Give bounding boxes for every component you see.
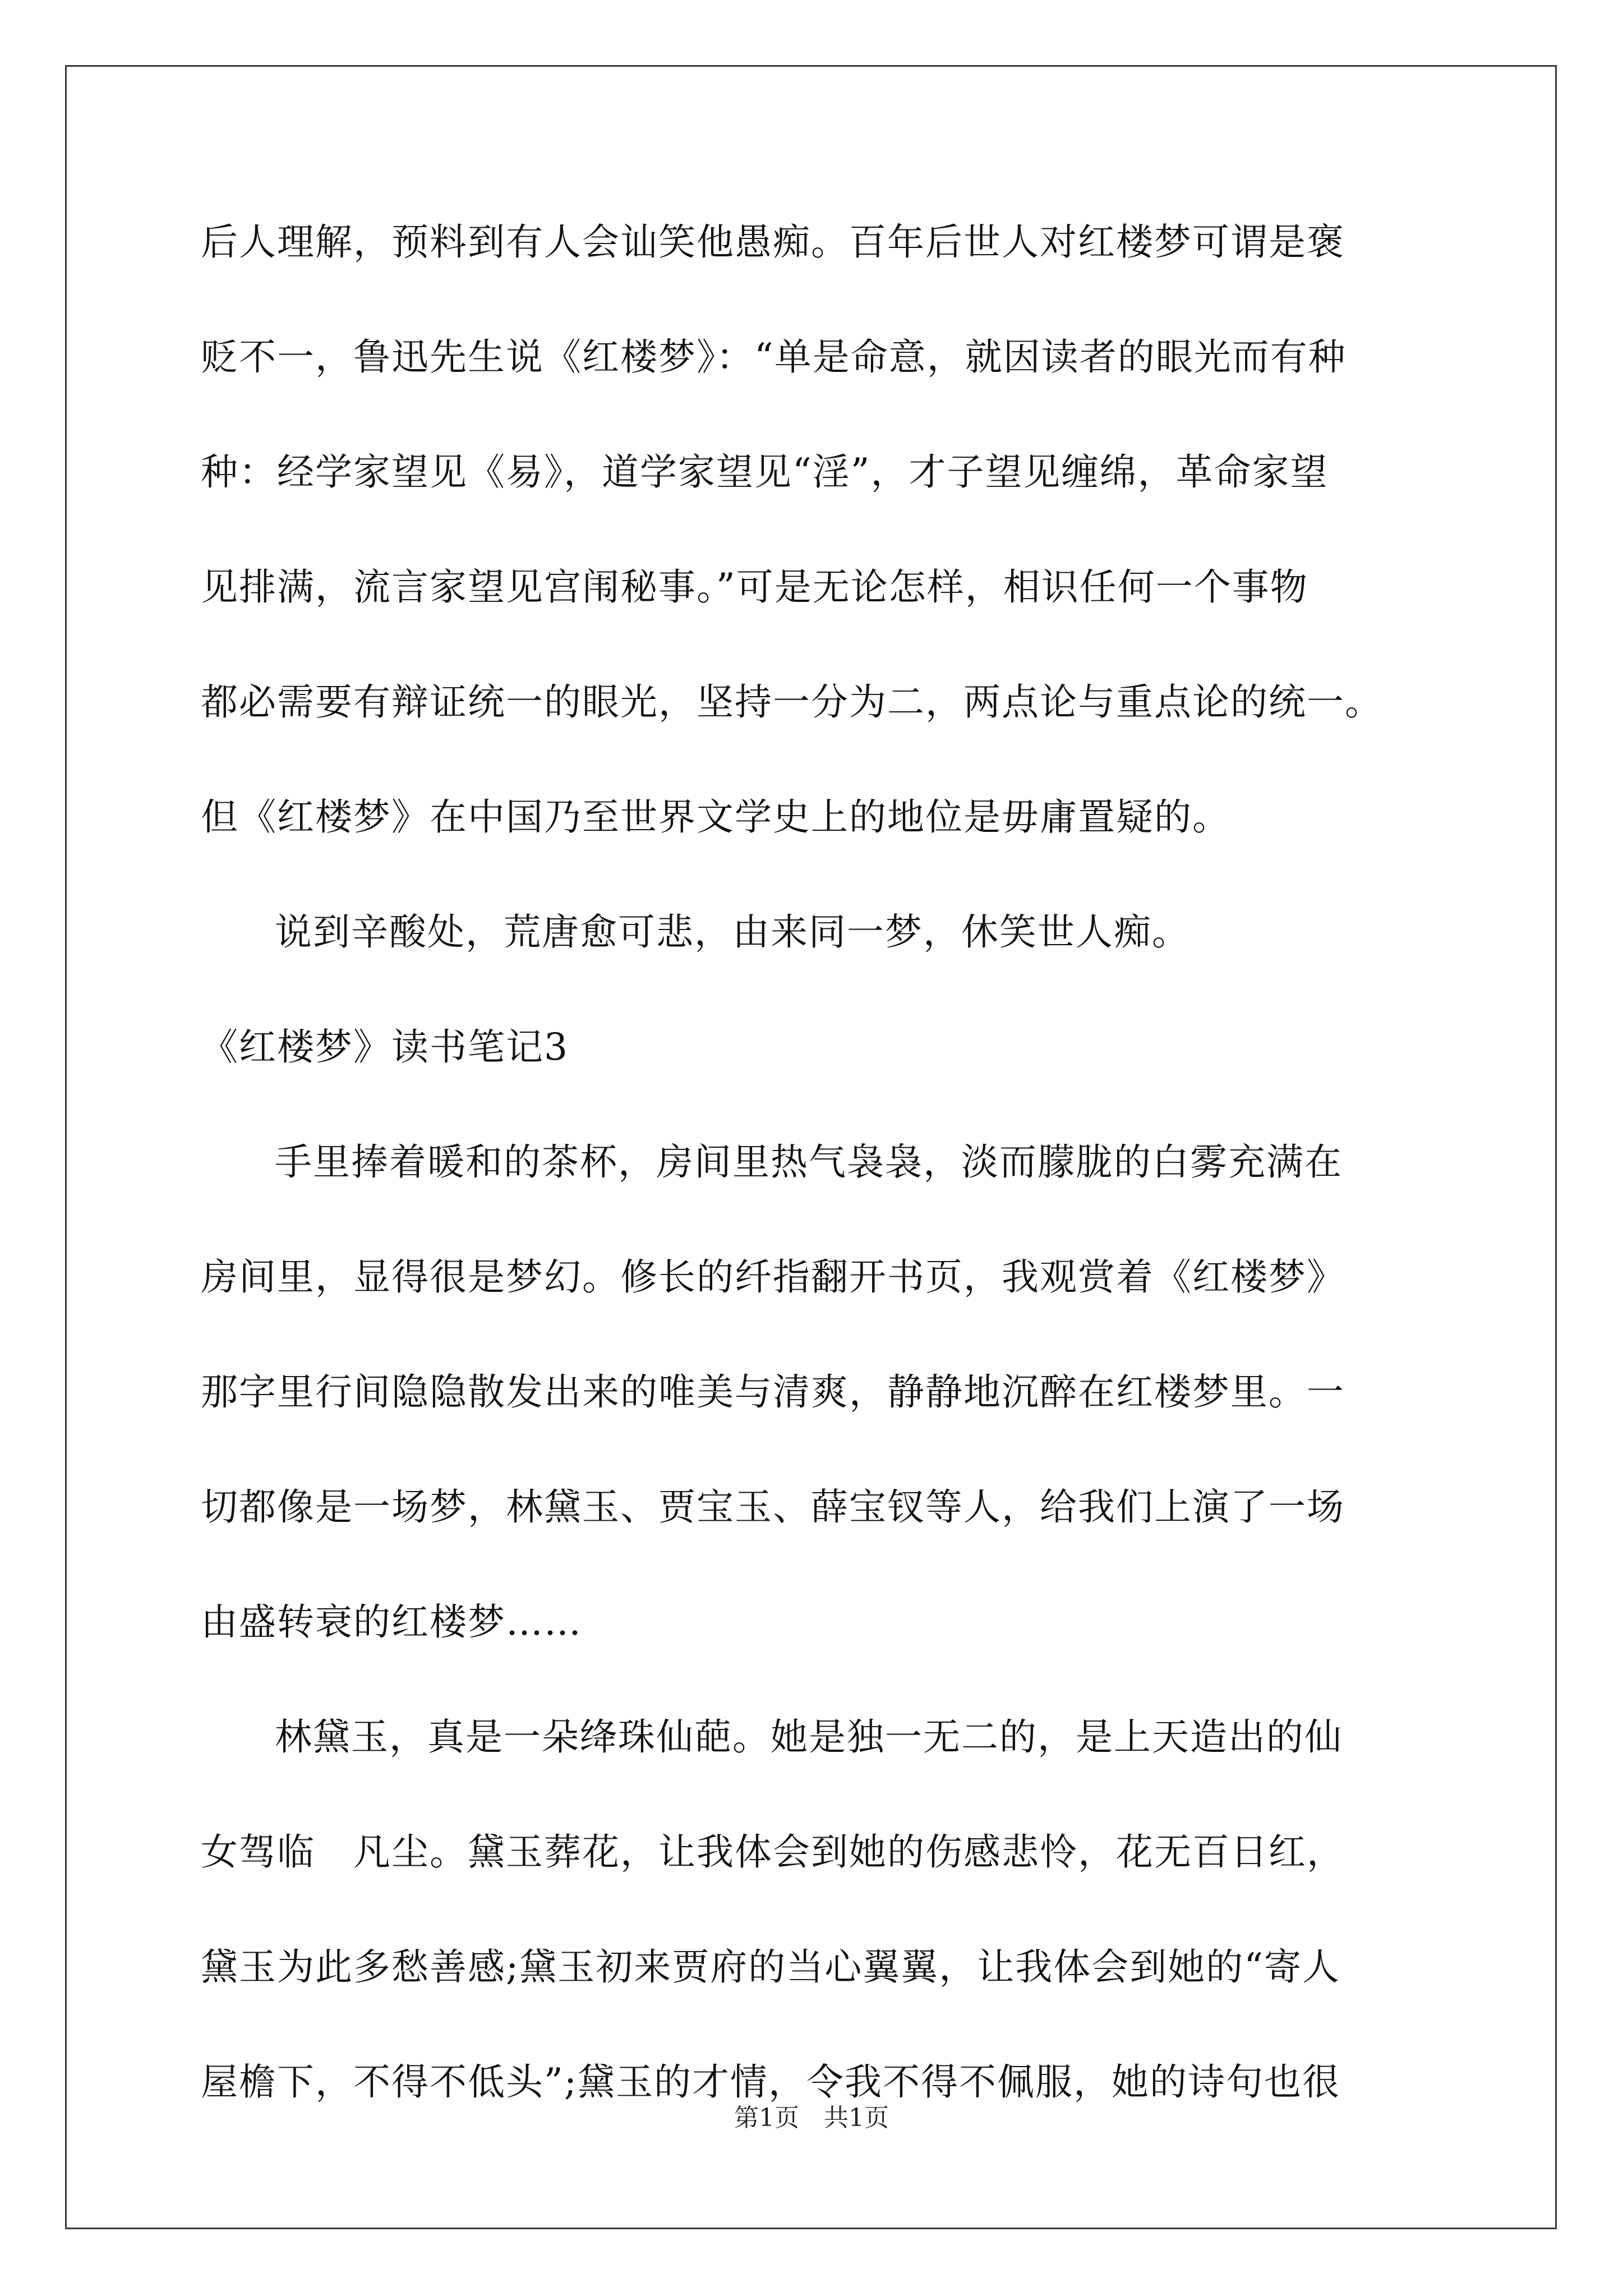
text-line: 种：经学家望见《易》，道学家望见“淫”，才子望见缠绵，革命家望: [201, 450, 1329, 494]
text-line: 见排满，流言家望见宫闱秘事。”可是无论怎样，相识任何一个事物: [201, 565, 1308, 609]
text-line: 那字里行间隐隐散发出来的唯美与清爽，静静地沉醉在红楼梦里。一: [201, 1370, 1345, 1414]
text-line: 切都像是一场梦，林黛玉、贾宝玉、薛宝钗等人，给我们上演了一场: [201, 1485, 1345, 1529]
section-heading: 《红楼梦》读书笔记3: [201, 1025, 569, 1069]
text-line: 手里捧着暖和的茶杯，房间里热气袅袅，淡而朦胧的白雾充满在: [275, 1140, 1343, 1184]
text-line: 房间里，显得很是梦幻。修长的纤指翻开书页，我观赏着《红楼梦》: [201, 1255, 1345, 1299]
text-line: 后人理解，预料到有人会讪笑他愚痴。百年后世人对红楼梦可谓是褒: [201, 220, 1345, 264]
text-line: 说到辛酸处，荒唐愈可悲，由来同一梦，休笑世人痴。: [275, 910, 1190, 954]
text-line: 屋檐下，不得不低头”;黛玉的才情，令我不得不佩服，她的诗句也很: [201, 2060, 1340, 2104]
text-line: 贬不一，鲁迅先生说《红楼梦》：“单是命意，就因读者的眼光而有种: [201, 335, 1347, 379]
text-line: 都必需要有辩证统一的眼光，坚持一分为二，两点论与重点论的统一。: [201, 680, 1383, 724]
text-line: 由盛转衰的红楼梦……: [201, 1600, 582, 1644]
text-line: 黛玉为此多愁善感;黛玉初来贾府的当心翼翼，让我体会到她的“寄人: [201, 1945, 1340, 1989]
text-line: 林黛玉，真是一朵绛珠仙葩。她是独一无二的，是上天造出的仙: [275, 1715, 1343, 1759]
page-number-footer: 第1页 共1页: [734, 2104, 889, 2132]
text-line: 但《红楼梦》在中国乃至世界文学史上的地位是毋庸置疑的。: [201, 795, 1230, 839]
text-line: 女驾临 凡尘。黛玉葬花，让我体会到她的伤感悲怜，花无百日红，: [201, 1830, 1345, 1874]
